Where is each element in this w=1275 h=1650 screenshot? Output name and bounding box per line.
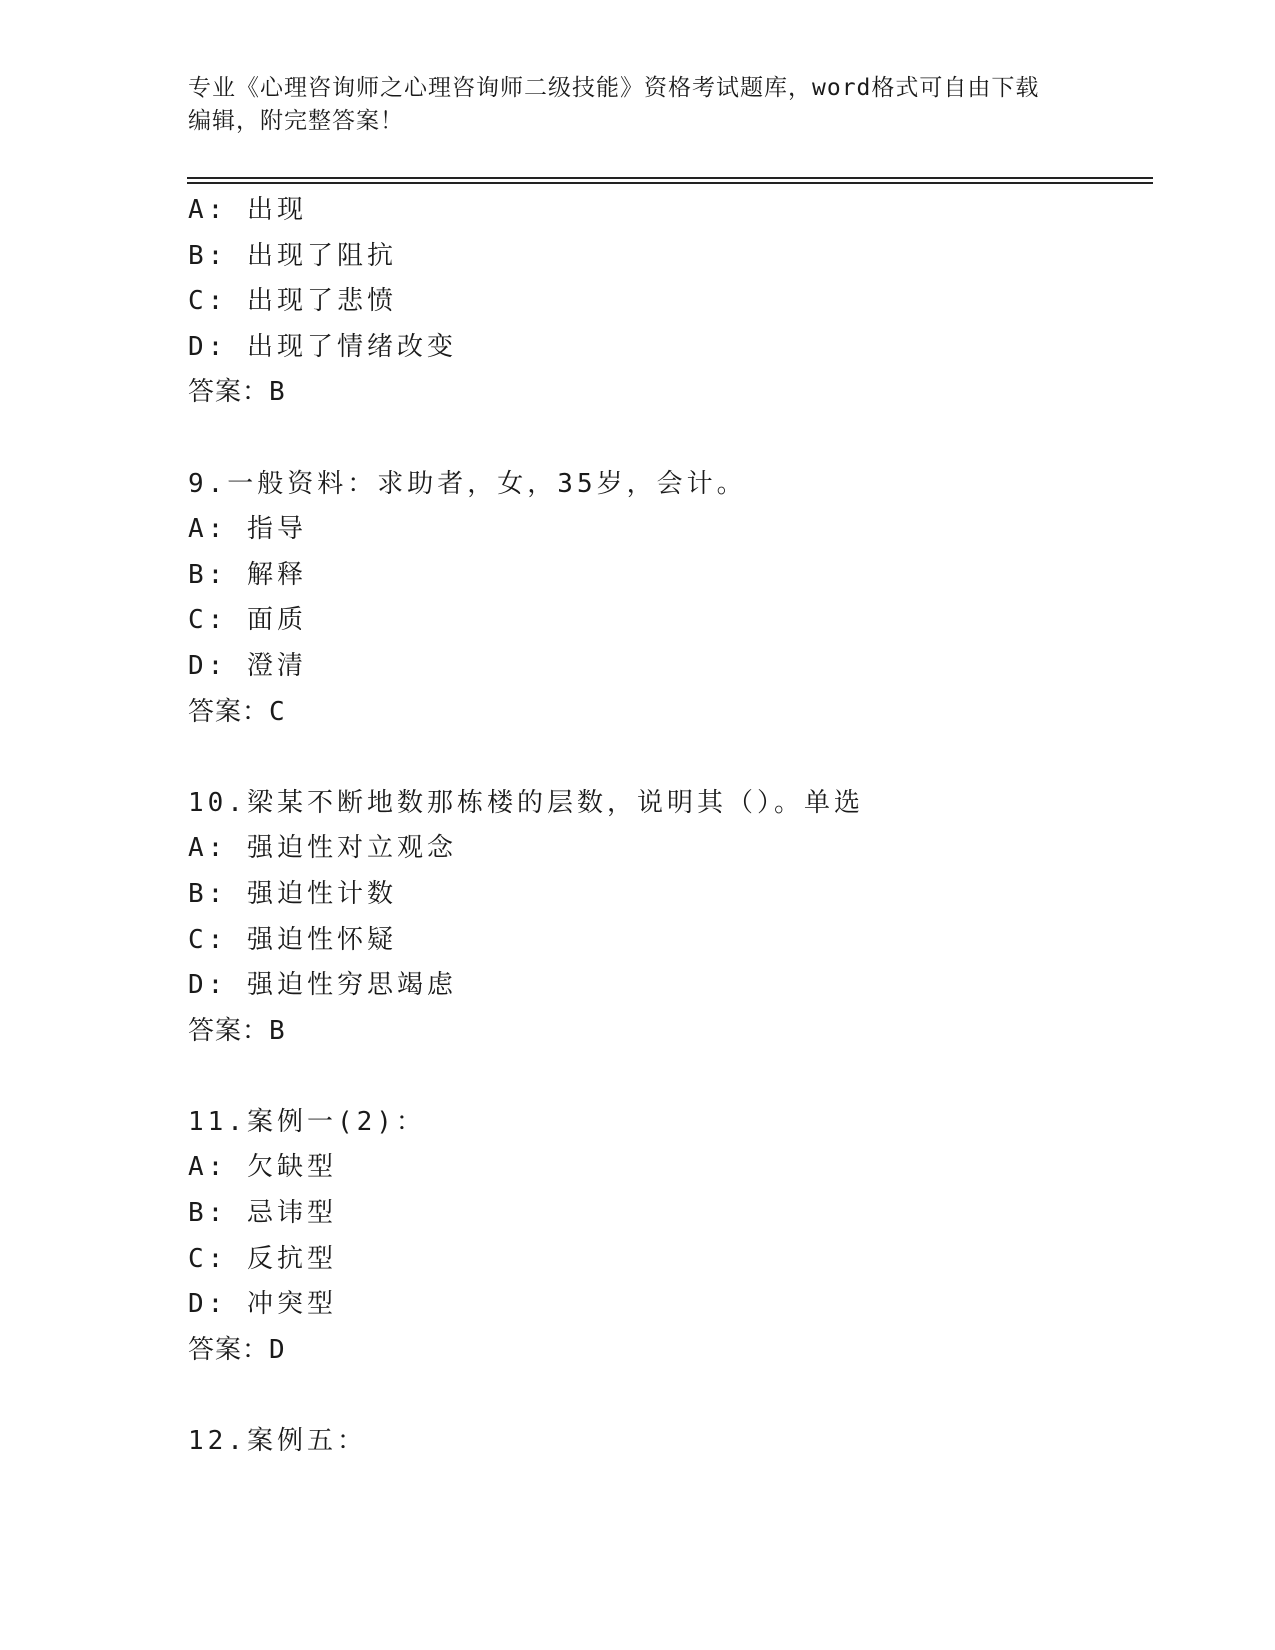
question-10-block	[188, 781, 1138, 1055]
question-text: 10.梁某不断地数那栋楼的层数，说明其（）。单选	[188, 787, 864, 818]
question-11-block	[188, 1100, 1138, 1374]
question-8-block	[188, 188, 1138, 416]
header-title-line-2: 编辑，附完整答案！	[188, 108, 404, 134]
question-text: 12.案例五：	[188, 1426, 367, 1457]
spacer	[188, 416, 1138, 462]
question-list	[188, 188, 1138, 1465]
option-b: B: 强迫性计数	[188, 878, 397, 909]
option-a: A: 欠缺型	[188, 1152, 337, 1183]
option-b: B: 忌讳型	[188, 1198, 337, 1229]
option-a: A: 出现	[188, 195, 307, 225]
answer-line: 答案：B	[188, 377, 286, 408]
option-c: C: 面质	[188, 605, 307, 636]
option-c: C: 出现了悲愤	[188, 286, 397, 317]
spacer	[188, 1373, 1138, 1419]
option-d: D: 澄清	[188, 650, 307, 681]
answer-line: 答案：B	[188, 1015, 286, 1046]
question-text: 9.一般资料：求助者，女，35岁，会计。	[188, 468, 747, 499]
option-b: B: 出现了阻抗	[188, 240, 397, 271]
option-d: D: 出现了情绪改变	[188, 331, 457, 362]
header-divider-top	[187, 177, 1153, 179]
question-9-block	[188, 462, 1138, 736]
question-12-block	[188, 1419, 1138, 1465]
option-d: D: 冲突型	[188, 1289, 337, 1320]
answer-line: 答案：D	[188, 1334, 286, 1365]
header-divider-bottom	[187, 182, 1153, 184]
document-header	[188, 72, 1088, 138]
option-c: C: 强迫性怀疑	[188, 924, 397, 955]
spacer	[188, 1054, 1138, 1100]
option-c: C: 反抗型	[188, 1243, 337, 1274]
header-title-line-1: 专业《心理咨询师之心理咨询师二级技能》资格考试题库，word格式可自由下载	[188, 75, 1040, 101]
option-d: D: 强迫性穷思竭虑	[188, 970, 457, 1001]
question-text: 11.案例一(2)：	[188, 1106, 426, 1137]
option-a: A: 强迫性对立观念	[188, 833, 457, 864]
option-b: B: 解释	[188, 559, 307, 590]
answer-line: 答案：C	[188, 696, 286, 727]
option-a: A: 指导	[188, 514, 307, 545]
spacer	[188, 735, 1138, 781]
